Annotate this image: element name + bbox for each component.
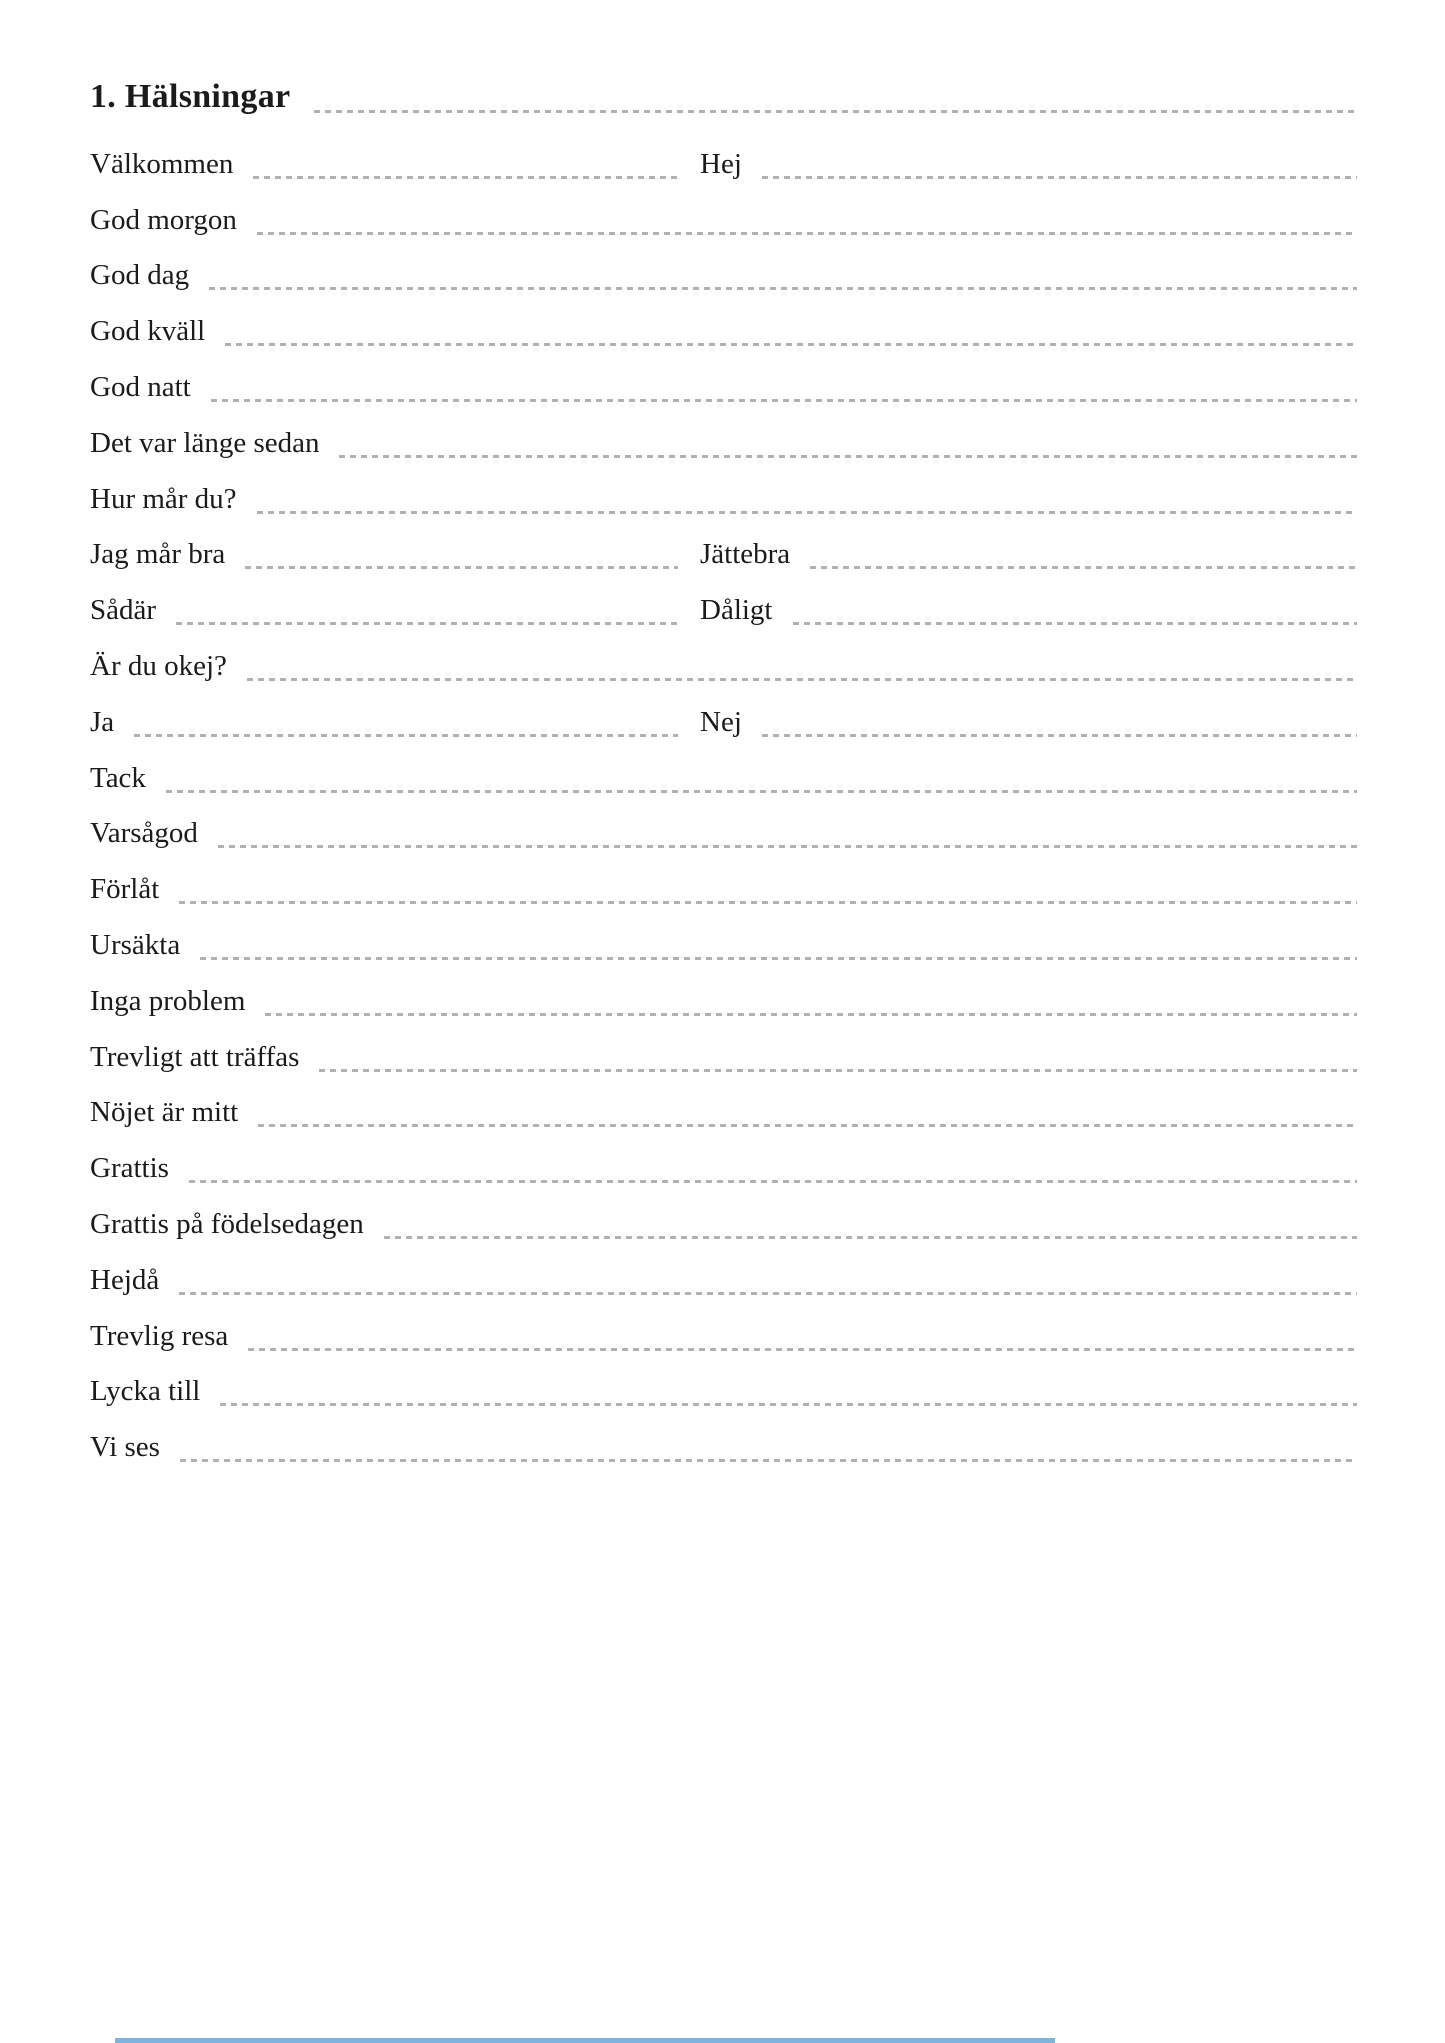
answer-dotted-line xyxy=(189,1180,1357,1183)
answer-dotted-line xyxy=(253,176,678,179)
vocabulary-cell xyxy=(90,1377,1357,1406)
term-label: Ursäkta xyxy=(90,928,181,961)
vocabulary-cell xyxy=(90,147,678,180)
vocabulary-row xyxy=(90,419,1357,475)
vocabulary-cell xyxy=(90,317,1357,346)
vocabulary-row xyxy=(90,1312,1357,1368)
vocabulary-cell xyxy=(90,928,1357,961)
vocabulary-row xyxy=(90,1200,1357,1256)
term-label: Förlåt xyxy=(90,873,160,906)
title-dotted-line xyxy=(314,110,1357,113)
vocabulary-row xyxy=(90,810,1357,866)
answer-dotted-line xyxy=(179,901,1357,904)
answer-dotted-line xyxy=(319,1069,1357,1072)
section-header xyxy=(90,56,1357,114)
vocabulary-row xyxy=(90,1089,1357,1145)
vocabulary-row xyxy=(90,531,1357,587)
answer-dotted-line xyxy=(218,845,1357,848)
term-label: Trevligt att träffas xyxy=(90,1040,300,1073)
vocabulary-cell xyxy=(90,261,1357,290)
vocabulary-cell xyxy=(90,1154,1357,1183)
answer-dotted-line xyxy=(248,1348,1357,1351)
answer-dotted-line xyxy=(225,343,1357,346)
term-label: Trevlig resa xyxy=(90,1319,229,1352)
answer-dotted-line xyxy=(762,734,1357,737)
vocabulary-row xyxy=(90,1423,1357,1479)
answer-dotted-line xyxy=(247,678,1357,681)
vocabulary-row xyxy=(90,307,1357,363)
answer-dotted-line xyxy=(810,566,1357,569)
vocabulary-row xyxy=(90,475,1357,531)
vocabulary-cell xyxy=(90,1207,1357,1240)
vocabulary-cell xyxy=(90,705,678,738)
vocabulary-row xyxy=(90,1368,1357,1424)
vocabulary-row xyxy=(90,586,1357,642)
term-label: Dåligt xyxy=(700,594,773,627)
term-label: God kväll xyxy=(90,315,206,348)
term-label: Hur mår du? xyxy=(90,482,237,515)
answer-dotted-line xyxy=(257,511,1357,514)
vocabulary-cell xyxy=(90,819,1357,848)
vocabulary-row xyxy=(90,140,1357,196)
bottom-accent-bar xyxy=(115,2038,1055,2043)
vocabulary-row xyxy=(90,977,1357,1033)
term-label: Nöjet är mitt xyxy=(90,1096,239,1129)
answer-dotted-line xyxy=(339,455,1357,458)
vocabulary-list xyxy=(90,140,1357,1479)
vocabulary-cell xyxy=(700,705,1357,738)
term-label: Lycka till xyxy=(90,1375,201,1408)
vocabulary-row xyxy=(90,921,1357,977)
term-label: Vi ses xyxy=(90,1431,160,1464)
answer-dotted-line xyxy=(220,1403,1357,1406)
answer-dotted-line xyxy=(200,957,1357,960)
vocabulary-cell xyxy=(90,370,1357,403)
answer-dotted-line xyxy=(384,1236,1357,1239)
vocabulary-cell xyxy=(90,482,1357,515)
vocabulary-cell xyxy=(700,147,1357,180)
vocabulary-row xyxy=(90,1256,1357,1312)
vocabulary-cell xyxy=(90,761,1357,794)
vocabulary-cell xyxy=(90,596,678,625)
vocabulary-row xyxy=(90,363,1357,419)
term-label: God morgon xyxy=(90,203,237,236)
answer-dotted-line xyxy=(211,399,1357,402)
answer-dotted-line xyxy=(258,1124,1357,1127)
answer-dotted-line xyxy=(257,232,1357,235)
term-label: Hej xyxy=(700,147,742,180)
vocabulary-cell xyxy=(90,426,1357,459)
answer-dotted-line xyxy=(166,790,1357,793)
vocabulary-cell xyxy=(90,1433,1357,1462)
term-label: Nej xyxy=(700,705,742,738)
term-label: Jättebra xyxy=(700,538,791,571)
answer-dotted-line xyxy=(209,287,1357,290)
vocabulary-row xyxy=(90,754,1357,810)
answer-dotted-line xyxy=(176,622,678,625)
term-label: Grattis xyxy=(90,1152,169,1185)
vocabulary-row xyxy=(90,196,1357,252)
term-label: Ja xyxy=(90,705,115,738)
page-title: 1. Hälsningar xyxy=(90,78,291,115)
term-label: Är du okej? xyxy=(90,649,227,682)
vocabulary-row xyxy=(90,1033,1357,1089)
term-label: Grattis på födelsedagen xyxy=(90,1207,364,1240)
term-label: Tack xyxy=(90,761,146,794)
answer-dotted-line xyxy=(180,1459,1357,1462)
vocabulary-cell xyxy=(700,596,1357,625)
vocabulary-cell xyxy=(90,1263,1357,1296)
vocabulary-row xyxy=(90,252,1357,308)
term-label: Sådär xyxy=(90,594,157,627)
term-label: Varsågod xyxy=(90,817,198,850)
answer-dotted-line xyxy=(265,1013,1357,1016)
answer-dotted-line xyxy=(245,566,678,569)
vocabulary-row xyxy=(90,1144,1357,1200)
vocabulary-cell xyxy=(700,540,1357,569)
term-label: Det var länge sedan xyxy=(90,426,320,459)
vocabulary-cell xyxy=(90,1319,1357,1352)
vocabulary-row xyxy=(90,642,1357,698)
vocabulary-row xyxy=(90,698,1357,754)
term-label: God natt xyxy=(90,370,191,403)
vocabulary-cell xyxy=(90,540,678,569)
term-label: Hejdå xyxy=(90,1263,160,1296)
answer-dotted-line xyxy=(179,1292,1357,1295)
vocabulary-cell xyxy=(90,875,1357,904)
vocabulary-cell xyxy=(90,984,1357,1017)
term-label: Inga problem xyxy=(90,984,246,1017)
vocabulary-cell xyxy=(90,1040,1357,1073)
answer-dotted-line xyxy=(793,622,1358,625)
vocabulary-cell xyxy=(90,1098,1357,1127)
term-label: Välkommen xyxy=(90,147,234,180)
vocabulary-row xyxy=(90,865,1357,921)
answer-dotted-line xyxy=(762,176,1357,179)
term-label: God dag xyxy=(90,259,190,292)
answer-dotted-line xyxy=(134,734,678,737)
vocabulary-cell xyxy=(90,203,1357,236)
term-label: Jag mår bra xyxy=(90,538,226,571)
vocabulary-cell xyxy=(90,649,1357,682)
